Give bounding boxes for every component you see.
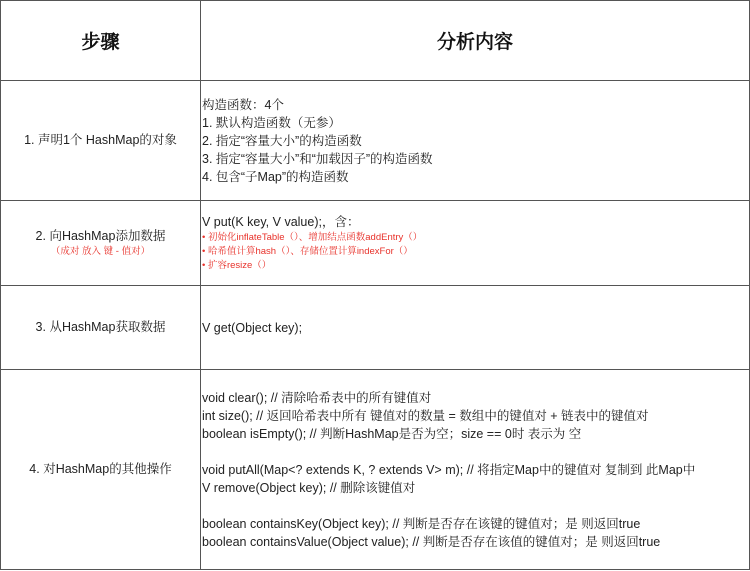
step-label: 4. 对HashMap的其他操作 — [29, 462, 172, 476]
step-cell — [1, 370, 201, 570]
step-cell — [1, 201, 201, 286]
analysis-bullet: • 初始化inflateTable（）、增加结点函数addEntry（） — [202, 232, 423, 243]
analysis-line: 构造函数：4个 — [202, 97, 284, 112]
header-steps: 步骤 — [1, 1, 201, 81]
analysis-line: 3. 指定“容量大小”和“加载因子”的构造函数 — [202, 151, 433, 166]
step-sublabel: （成对 放入 键 - 值对） — [50, 246, 151, 257]
table-row — [1, 81, 750, 201]
header-row — [1, 1, 750, 81]
analysis-line: 2. 指定“容量大小”的构造函数 — [202, 133, 362, 148]
analysis-line: boolean containsValue(Object value); // 判断是否存在该值的键值对；是 则返回true — [202, 534, 661, 549]
header-analysis: 分析内容 — [201, 1, 750, 81]
analysis-line: int size(); // 返回哈希表中所有 键值对的数量 = 数组中的键值对 + 链表中的键值对 — [202, 408, 649, 423]
step-cell — [1, 286, 201, 370]
line-gap — [202, 497, 749, 515]
analysis-cell — [201, 370, 750, 570]
analysis-line: 1. 默认构造函数（无参） — [202, 115, 341, 130]
analysis-line: V put(K key, V value);，含： — [202, 215, 360, 229]
analysis-line: V get(Object key); — [202, 320, 303, 335]
analysis-cell — [201, 81, 750, 201]
analysis-cell — [201, 201, 750, 286]
step-cell — [1, 81, 201, 201]
analysis-line: boolean isEmpty(); // 判断HashMap是否为空；size == 0时 表示为 空 — [202, 426, 582, 441]
analysis-line: V remove(Object key); // 删除该键值对 — [202, 480, 416, 495]
analysis-cell — [201, 286, 750, 370]
analysis-bullet: • 哈希值计算hash（）、存储位置计算indexFor（） — [202, 246, 413, 257]
analysis-line: 4. 包含“子Map”的构造函数 — [202, 169, 349, 184]
step-label: 2. 向HashMap添加数据 — [35, 229, 166, 243]
table-row — [1, 201, 750, 286]
step-label: 1. 声明1个 HashMap的对象 — [24, 133, 177, 147]
analysis-line: boolean containsKey(Object key); // 判断是否存在该键的键值对；是 则返回true — [202, 516, 641, 531]
analysis-line: void putAll(Map<? extends K, ? extends V> m); // 将指定Map中的键值对 复制到 此Map中 — [202, 462, 696, 477]
table-row — [1, 286, 750, 370]
step-label: 3. 从HashMap获取数据 — [35, 320, 166, 334]
line-gap — [202, 443, 749, 461]
table-row — [1, 370, 750, 570]
analysis-line: void clear(); // 清除哈希表中的所有键值对 — [202, 390, 432, 405]
analysis-bullet: • 扩容resize（） — [202, 260, 272, 271]
